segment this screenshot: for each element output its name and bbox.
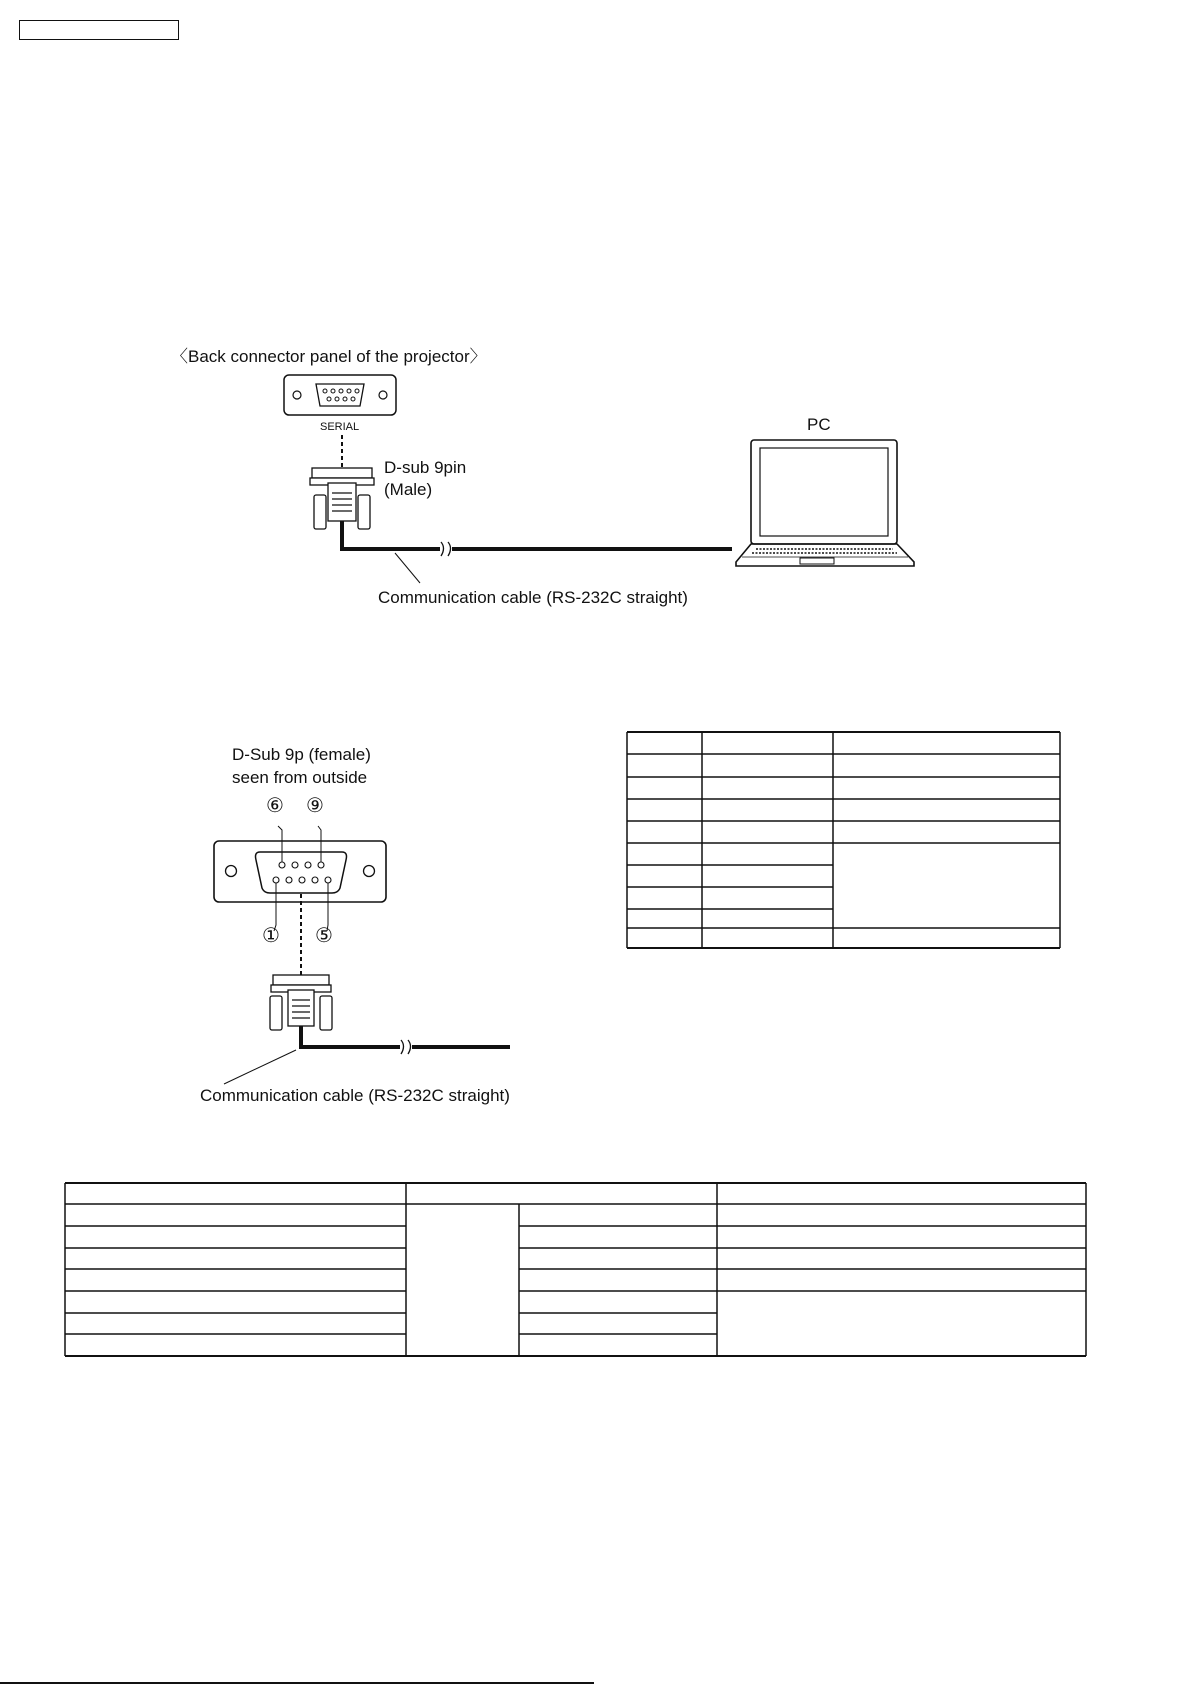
pin-6-label: ⑥ xyxy=(266,795,284,817)
cable-label: Communication cable (RS-232C straight) xyxy=(378,588,688,607)
connector-gender-label: (Male) xyxy=(384,480,433,499)
pin-9-label: ⑨ xyxy=(306,795,324,817)
dsub-title-line2: seen from outside xyxy=(232,768,368,787)
dsub-title-line1: D-Sub 9p (female) xyxy=(232,745,371,764)
serial-port-label: SERIAL xyxy=(320,421,360,433)
cable-label-2: Communication cable (RS-232C straight) xyxy=(200,1086,510,1105)
pin-1-label: ① xyxy=(262,925,280,947)
pin-5-label: ⑤ xyxy=(315,925,333,947)
pc-label: PC xyxy=(807,415,831,434)
connector-type-label: D-sub 9pin xyxy=(384,458,467,477)
page-footer-rule xyxy=(0,1682,594,1684)
panel-title: 〈Back connector panel of the projector〉 xyxy=(171,347,487,366)
